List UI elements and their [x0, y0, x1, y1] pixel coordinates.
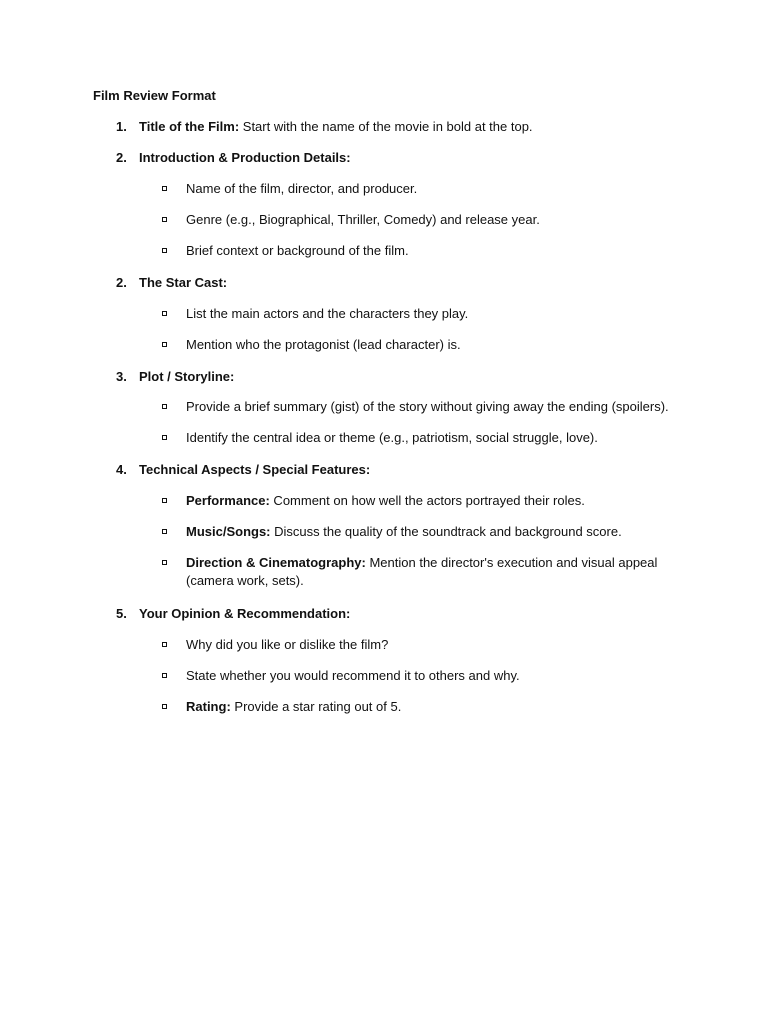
section-number: 1. — [116, 119, 127, 134]
bullet-text — [186, 180, 676, 198]
bullet-body: Mention the director's execution and visual appeal (camera work, sets). — [186, 555, 658, 588]
bullet-text — [186, 636, 676, 654]
section-title-label: Plot / Storyline: — [139, 369, 235, 384]
square-bullet-icon — [162, 529, 167, 534]
section-title — [139, 118, 533, 136]
section-heading — [0, 118, 768, 136]
section-title — [139, 149, 351, 167]
section-heading — [0, 461, 768, 479]
section-title-label: Introduction & Production Details: — [139, 150, 351, 165]
section-title-label: The Star Cast: — [139, 275, 228, 290]
section-title — [139, 461, 370, 479]
bullet-text — [186, 523, 676, 541]
bullet-label: Performance: — [186, 493, 270, 508]
bullet-label: Rating: — [186, 699, 231, 714]
bullet-text — [186, 667, 676, 685]
bullet-body: Comment on how well the actors portrayed their roles. — [269, 493, 585, 508]
bullet-body: Why did you like or dislike the film? — [186, 637, 389, 652]
section-title — [139, 274, 227, 292]
bullet-body: State whether you would recommend it to others and why. — [186, 668, 520, 683]
section-title-label: Title of the Film: — [139, 119, 240, 134]
bullet-body: List the main actors and the characters they play. — [186, 306, 469, 321]
square-bullet-icon — [162, 342, 167, 347]
bullet-body: Genre (e.g., Biographical, Thriller, Comedy) and release year. — [186, 212, 540, 227]
square-bullet-icon — [162, 435, 167, 440]
bullet-text — [186, 242, 676, 260]
square-bullet-icon — [162, 217, 167, 222]
section-number: 2. — [116, 275, 127, 290]
square-bullet-icon — [162, 642, 167, 647]
section-heading — [0, 368, 768, 386]
bullet-body: Provide a brief summary (gist) of the story without giving away the ending (spoilers). — [186, 399, 669, 414]
bullet-text — [186, 492, 676, 510]
section-number: 3. — [116, 369, 127, 384]
bullet-text — [186, 698, 676, 716]
section-number: 5. — [116, 606, 127, 621]
section-heading — [0, 149, 768, 167]
section-title — [139, 605, 350, 623]
bullet-body: Name of the film, director, and producer. — [186, 181, 418, 196]
document-title: Film Review Format — [93, 88, 216, 103]
square-bullet-icon — [162, 704, 167, 709]
square-bullet-icon — [162, 248, 167, 253]
bullet-body: Brief context or background of the film. — [186, 243, 409, 258]
section-description: Start with the name of the movie in bold at the top. — [239, 119, 533, 134]
section-number: 4. — [116, 462, 127, 477]
bullet-text — [186, 336, 676, 354]
bullet-body: Provide a star rating out of 5. — [230, 699, 402, 714]
bullet-body: Identify the central idea or theme (e.g., patriotism, social struggle, love). — [186, 430, 598, 445]
bullet-text — [186, 554, 676, 590]
square-bullet-icon — [162, 186, 167, 191]
square-bullet-icon — [162, 311, 167, 316]
section-title-label: Technical Aspects / Special Features: — [139, 462, 371, 477]
section-heading — [0, 605, 768, 623]
bullet-text — [186, 429, 676, 447]
bullet-body: Mention who the protagonist (lead character) is. — [186, 337, 461, 352]
square-bullet-icon — [162, 498, 167, 503]
bullet-text — [186, 398, 676, 416]
square-bullet-icon — [162, 673, 167, 678]
section-number: 2. — [116, 150, 127, 165]
section-title-label: Your Opinion & Recommendation: — [139, 606, 351, 621]
bullet-body: Discuss the quality of the soundtrack and background score. — [270, 524, 622, 539]
bullet-text — [186, 211, 676, 229]
bullet-label: Direction & Cinematography: — [186, 555, 366, 570]
section-title — [139, 368, 234, 386]
square-bullet-icon — [162, 560, 167, 565]
bullet-label: Music/Songs: — [186, 524, 271, 539]
section-heading — [0, 274, 768, 292]
square-bullet-icon — [162, 404, 167, 409]
bullet-text — [186, 305, 676, 323]
